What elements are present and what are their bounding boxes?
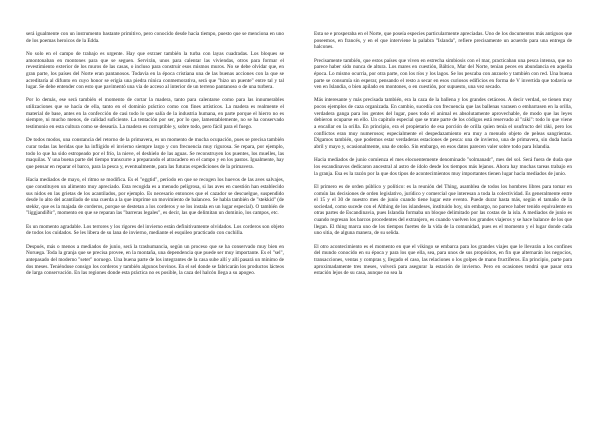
paragraph: Más interesante y más precisada también, era la caza de la ballena y los grandes cetáceos. A decir verdad, se tienen muy pocos ejemplos de caza organizada. En cambio, sucedía con frecuencia que las ballenas varasen o embarrasen en la orilla, verdadera ganga para los gentes del lugar, pues todo el animal es absolutamente aprovechable, de modo que las leyes debieron ocuparse en ello. Un capítulo especial que se trate parte de los códigos está reservado al "ráki": todo lo que viene a encallar en la orilla. En principio, era el propietario de esa porción de orilla quien tenía el usufructo del ráki, pero los conflictos eran muy numerosos; especialmente el despedazamiento era muy a menudo objeto de peleas sangrientas. Digamos también, que podemos estar verdaderas estaciones de pesca: una de invierno, una de primavera, sin duda hacia abril y mayo y, ocasionalmente, una de otoño. Sin embargo, en esos datos parecen valer sobre todo para Islandia. (314, 97, 572, 151)
right-text-column (314, 31, 572, 424)
paragraph: Hacia mediados de junio comienza el mes elocuentemente denominado "solmanadr", mes del sol. Será fuera de duda que los escandinavos dedicaron ancestral al astro de ídolo desde los tiempos más lejanos. Ahora hay muchas tareas trabajo en la granja. Esa es la razón por la que dos tipos de acontecimientos muy importantes tienen lugar hacia mediados de junio. (314, 157, 572, 177)
paragraph: De todos modos, una constancia del retorno de la primavera, es un momento de mucha ocupación, pues se precisa también curar todas las heridas que ha infligido el invierno siempre largo y con frecuencia muy rigurosa. Se repara, por ejemplo, todo lo que ha sido estropeado por el frío, la nieve, el deshielo de las aguas. Se reconstruyen los puentes, los muelles, las maquilas. Y una buena parte del tiempo transcurre a preparando el atracadero en el campo y en los pastos. Igualmente, hay que pensar en reparar el barco, para la pesca y, eventualmente, para las futuras expediciones de la primavera. (26, 137, 284, 170)
paragraph: Hacia mediados de mayo, el ritmo se modifica. Es el "eggtid", período en que se recogen los huevos de las aves salvajes, que constituyen un alimento muy apreciado. Esta recogida es a menudo peligrosa, si las aves en cuestión han establecido sus nidos en las grietas de los acantilados, por ejemplo. Es necesario entonces que el cazador se descuelgue, suspendido desde lo alto del acantilado de una cuerda a la que imprime un movimiento de balanceo. Se habla también de "stekkid" (de stekkr, que es la majada de corderos, porque se destetan a los corderos y se los instala en un lugar especial). O también de "liggjandiðir", momento en que se reparan las "barreras legales", es decir, las que delimitan un dominio, los campos, etc. (26, 177, 284, 217)
paragraph: El otro acontecimiento es el momento en que el vikingo se embarca para los grandes viajes que le llevarán a los confines del mundo conocido en su época y para los que ella, sea, para unos de sus propósitos, en fin que alternarán los negocios, transacciones, ventas y compras y, llegado el caso, las relaciones o los golpes de mano fructíferos. En principio, parte para aproximadamente tres meses, volverá para asegurar la estación de invierno. Pero en ocasiones tendrá que pasar otra estación lejos de su casa, aunque no sea la (314, 243, 572, 277)
paragraph: No solo en el campo de trabajo es urgente. Hay que extraer también la turba con layas cuadradas. Los bloques se amontonaban en montones para que se seguen. Servirán, unos para calentar las viviendas, otros para formar el revestimiento exterior de los muros de las casas, o incluso para construir esos mismos muros. No se debe olvidar que, en gran parte, los países del Norte eran pantanosos. Todavía en la época cristiana una de las buenas acciones con la que se acreditaría al difunto en cuyo honor se erigía una piedra rúnica conmemorativa, será que "hizo un puente" entre tal y tal lugar. Se debe entender con esto que pavimentó una vía de acceso al interior de un terreno pantanoso o de una turbera. (26, 50, 284, 91)
paragraph: Es un momento agradable. Los terrores y los rigores del invierno están definitivamente olvidados. Los corderos son objeto de todos los cuidados. Se les libera de su lana de invierno, mediante el esquileo practicado con cuchilla. (26, 223, 284, 237)
left-text-column (26, 31, 284, 424)
paragraph: El primero es de orden público y político: es la reunión del Thing, asamblea de todos los hombres libres para tomar en común las decisiones de orden legislativo, jurídico y comercial que interesan a toda la colectividad. Es generalmente entre el 15 y el 30 de nuestro mes de junio cuando tiene lugar este evento. Puede durar hasta más, según el tamaño de la sociedad, como sucede con el Althing de los islandeses, instituido hoy, sin embargo, no parece haber tenido equivalente en otras partes de Escandinavia, pues Islandia formaba un bloque delimitado por las costas de la isla. A mediados de junio es cuando regresan los barcos procedentes del extranjero, es cuando vuelven los grandes viajeros y se hace balance de los que llegan. El thing marca uno de los tiempos fuertes de la vida de la comunidad, pues es el momento y el lugar donde cada uno sitia, de alguna manera, de su señda. (314, 183, 572, 237)
paragraph: Precisamente también, que estos países que viven en estrecha simbiosis con el mar, practicaban una pesca intensa, que no parece haber sido nunca de altura. Los mares en cuestión, Báltico, Mar del Norte, tenían peces en abundancia en aquella época. Lo mismo ocurría, por otra parte, con los ríos y los lagos. Se los pescaba con anzuelo y también con red. Una buena parte se consumía sin esperar, pensando el resto a secar en esos curiosos edificios en forma de V invertida que todavía se ven en Islandia, o bien apilado en montones, o en cuestión, por supuesto, una vez secado. (314, 57, 572, 91)
paragraph: Esta se e prosperaba en el Norte, que poseía especies particularmente apreciadas. Uno de los documentos más antiguos que poseemos, en francés, y en el que interviene la palabra "Islanda", refiere precisamente un acuerdo para una entrega de halcones. (314, 31, 572, 51)
paragraph: será igualmente con un instrumento bastante primitivo, pero conocido desde hacía tiempo, puesto que se menciona en uno de los poemas heroicos de la Edda. (26, 31, 284, 44)
paragraph: Por lo demás, ese será también el momento de cortar la madera, tanto para calentarse como para las innumerables utilizaciones que se hacía de ella, tanto en el dominio práctico como con fines artísticos. La madera es realmente el material de base, antes en la confección de casi todo lo que salía de la industria humana, en parte porque el hierro no es siempre, ni mucho menos, de calidad suficiente. La tentación por ser, por lo que, lamentablemente, no se ha conservado testimonio en esta cultura como se desearía. La madera es corruptible y, sobre todo, pero fácil para el fuego. (26, 97, 284, 131)
paragraph: Después, más o menos a mediados de junio, será la trashumancia, según un proceso que se ha conservado muy bien en Noruega. Toda la granja que se precisa provee, en la montaña, una dependencia que puede ser muy importante. Es el "sel", antepasado del moderno "seter" noruego. Una buena parte de los integrantes de la casa sube allí y allí pasará un mínimo de dos meses. Teniéndose consigo los corderos y también algunos bovinos. En el sel donde se fabricarán los productos lácteos de larga conservación. En las regiones donde esta práctica no es posible, la caza del halcón llega a su apogeo. (26, 243, 284, 277)
